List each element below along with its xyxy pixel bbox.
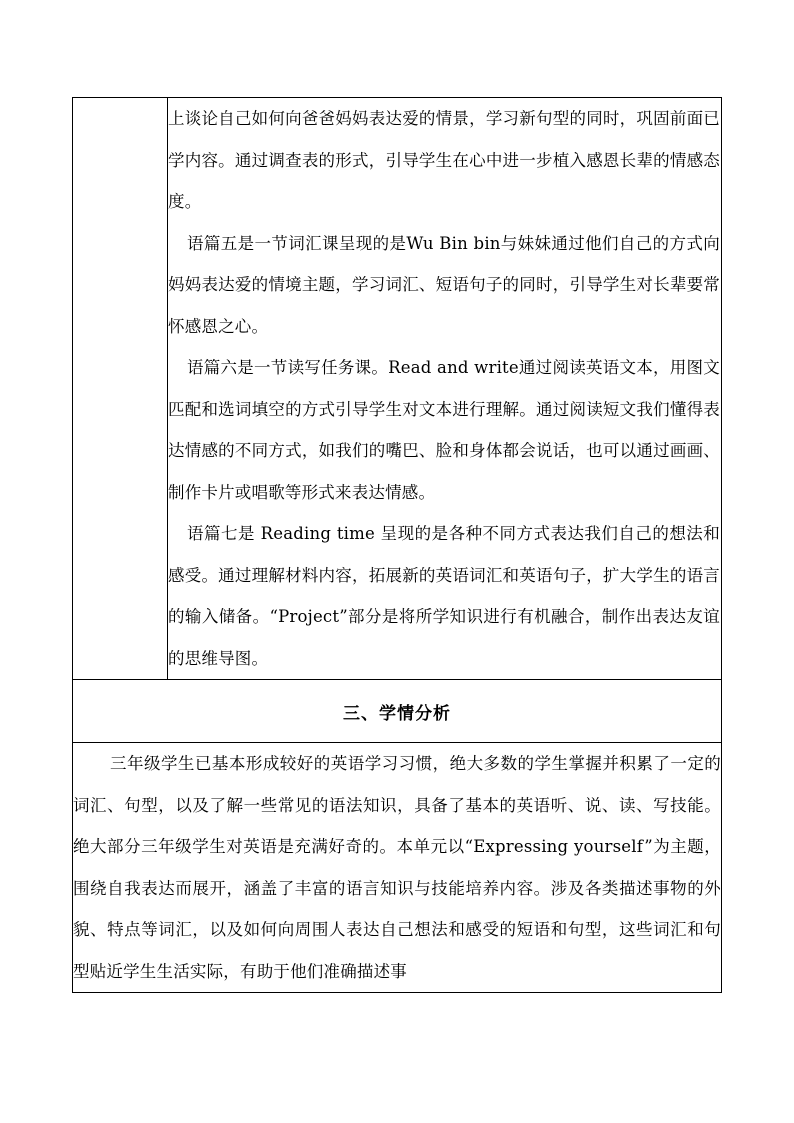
section-title: 三、学情分析 bbox=[343, 703, 451, 724]
paragraph-continuation: 上谈论自己如何向爸爸妈妈表达爱的情景，学习新句型的同时，巩固前面已学内容。通过调查表的形式，引导学生在心中进一步植入感恩长辈的情感态度。 bbox=[168, 109, 720, 211]
left-empty-cell bbox=[73, 98, 168, 680]
content-row bbox=[73, 98, 722, 680]
analysis-paragraph: 三年级学生已基本形成较好的英语学习习惯，绝大多数的学生掌握并积累了一定的词汇、句型，以及了解一些常见的语法知识，具备了基本的英语听、说、读、写技能。绝大部分三年级学生对英语是充满好奇的。本单元以“Expressing yourself”为主题，围绕自我表达而展开，涵盖了丰富的语言知识与技能培养内容。涉及各类描述事物的外貌、特点等词汇，以及如何向周围人表达自己想法和感受的短语和句型，这些词汇和句型贴近学生生活实际，有助于他们准确描述事 bbox=[73, 754, 721, 981]
paragraph-text-five: 语篇五是一节词汇课呈现的是Wu Bin bin与妹妹通过他们自己的方式向妈妈表达爱的情境主题，学习词汇、短语句子的同时，引导学生对长辈要常怀感恩之心。 bbox=[168, 233, 720, 336]
analysis-row bbox=[73, 743, 722, 993]
analysis-cell bbox=[73, 743, 722, 993]
paragraph-text-six: 语篇六是一节读写任务课。Read and write通过阅读英语文本，用图文匹配和选词填空的方式引导学生对文本进行理解。通过阅读短文我们懂得表达情感的不同方式，如我们的嘴巴、脸和身体都会说话，也可以通过画画、制作卡片或唱歌等形式来表达情感。 bbox=[168, 358, 720, 502]
lesson-plan-table bbox=[72, 97, 722, 993]
content-cell bbox=[168, 98, 722, 680]
content-paragraphs bbox=[168, 98, 721, 679]
paragraph-text-seven: 语篇七是 Reading time 呈现的是各种不同方式表达我们自己的想法和感受。通过理解材料内容，拓展新的英语词汇和英语句子，扩大学生的语言的输入储备。“Project”部分是将所学知识进行有机融合，制作出表达友谊的思维导图。 bbox=[168, 524, 720, 668]
section-header-row bbox=[73, 680, 722, 743]
section-header-cell bbox=[73, 680, 722, 743]
